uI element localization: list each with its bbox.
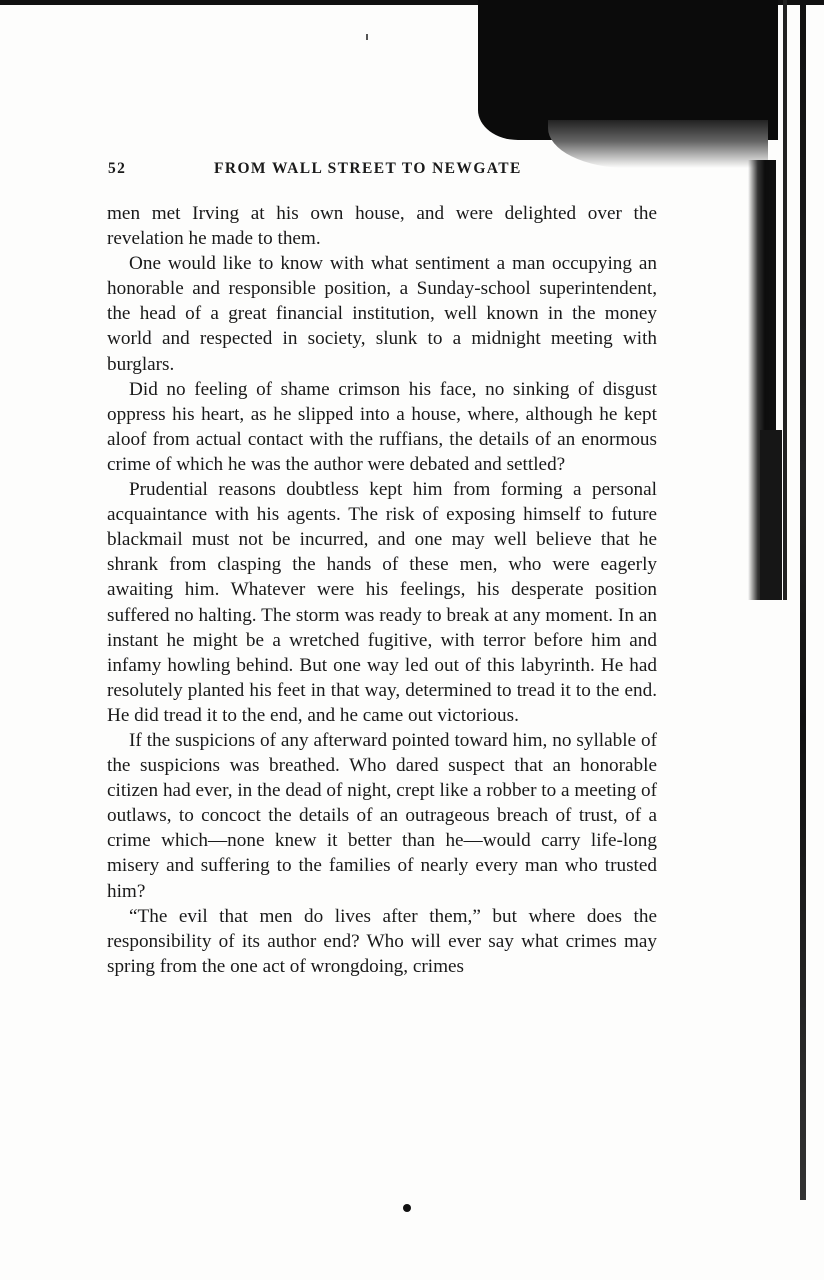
paragraph: Prudential reasons doubtless kept him from forming a personal acquaintance with his agents. The risk of exposing himself to future blackmail must not be incurred, and one may well believe that he shrank from clasping the hands of these men, who were eagerly awaiting him. Whatever were his feelings, his desperate position suffered no halting. The storm was ready to break at any moment. In an instant he might be a wretched fugitive, with terror before him and infamy howling behind. But one way led out of this labyrinth. He had resolutely planted his feet in that way, determined to tread it to the end. He did tread it to the end, and he came out victorious.: [107, 479, 657, 726]
scan-shadow-top: [478, 0, 778, 140]
scan-shadow-right-lower: [760, 430, 782, 600]
paragraph: men met Irving at his own house, and were delighted over the revelation he made to them.: [107, 203, 657, 250]
paragraph: Did no feeling of shame crimson his face, no sinking of disgust oppress his heart, as he slipped into a house, where, although he kept aloof from actual contact with the ruffians, the details of an enormous crime of which he was the author were debated and settled?: [107, 378, 657, 475]
body-text: [107, 201, 657, 979]
page-number: 52: [108, 160, 127, 177]
binding-edge: [800, 0, 806, 1200]
scan-shadow-fade: [548, 120, 768, 168]
paragraph: “The evil that men do lives after them,” but where does the responsibility of its author end? Who will ever say what crimes may spring from the one act of wrongdoing, crimes: [107, 905, 657, 977]
paragraph: If the suspicions of any afterward pointed toward him, no syllable of the suspicions was breathed. Who dared suspect that an honorable citizen had ever, in the dead of night, crept like a robber to a meeting of outlaws, to concoct the details of an outrageous breach of trust, of a crime which—none knew it better than he—would carry life-long misery and suffering to the families of nearly every man who trusted him?: [107, 729, 657, 902]
running-title: FROM WALL STREET TO NEWGATE: [214, 160, 522, 177]
paragraph: One would like to know with what sentiment a man occupying an honorable and responsible position, a Sunday-school superintendent, the head of a great financial institution, well known in the money world and respected in society, slunk to a midnight meeting with burglars.: [107, 253, 657, 375]
footer-ink-mark: [403, 1204, 411, 1212]
binding-edge-inner: [783, 0, 787, 600]
scan-speck: [366, 34, 368, 40]
running-header: [108, 160, 558, 186]
